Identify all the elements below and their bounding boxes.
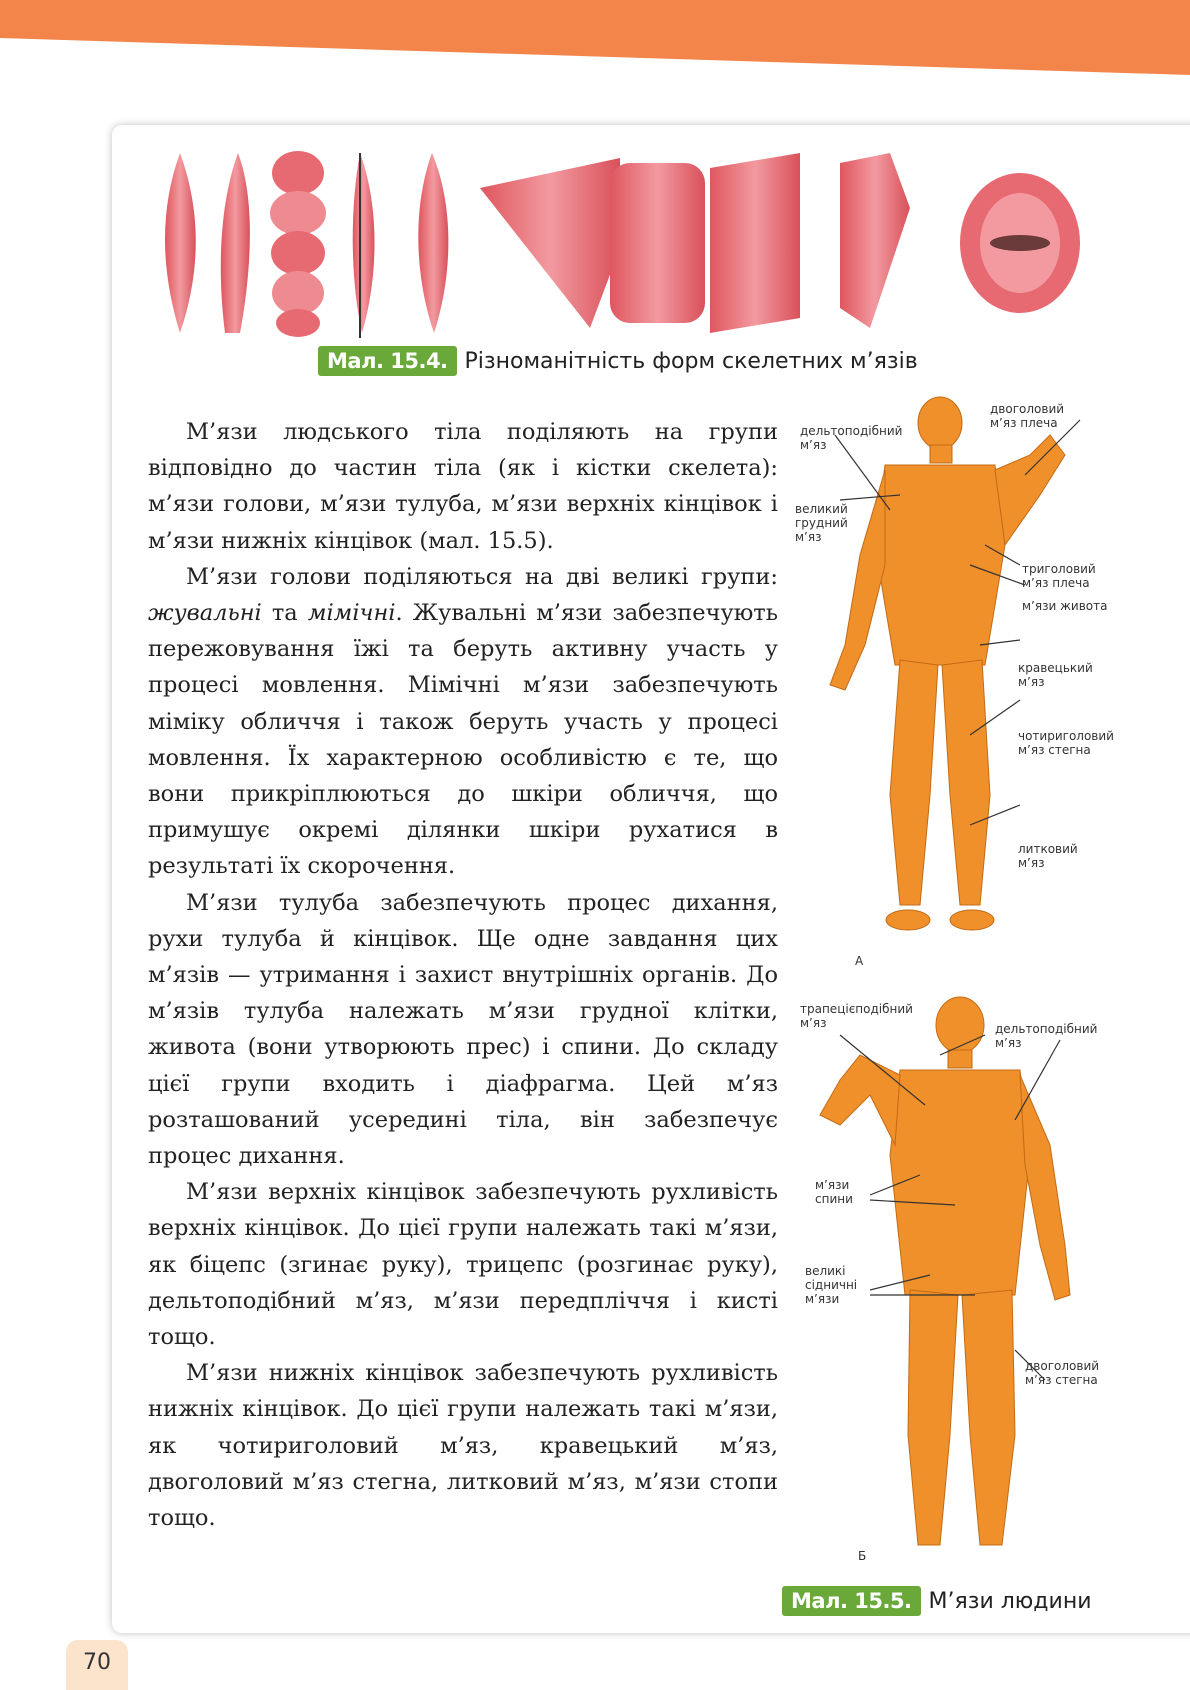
page-number: 70 [66,1640,128,1690]
svg-text:трапецієподібнийм’яз: трапецієподібний м’яз [800,1002,913,1030]
label-deltoid-front: дельтоподібний [800,424,903,438]
top-orange-band [0,0,1190,80]
multi-headed-muscle-shape [710,153,800,333]
serrated-muscle-shape [840,153,910,328]
figure-15-4-caption [318,346,918,376]
paragraph-upper-limb-muscles: М’язи верхніх кінцівок забезпечують рухливість верхніх кінцівок. До цієї групи належать такі м’язи, як біцепс (згинає руку), трицепс (розгинає руку), дельтоподібний м’яз, м’язи передпліччя і кисті тощо. [148,1179,778,1351]
view-label-front: А [855,954,864,968]
svg-text:дельтоподібнийм’яз: дельтоподібний м’яз [995,1022,1098,1050]
label-biceps-femoris: двоголовий [1025,1359,1100,1373]
fusiform-muscle-shape [165,153,196,333]
flat-muscle-shape [610,163,705,323]
label-trapezius: трапецієподібний [800,1002,913,1016]
view-label-back: Б [858,1549,867,1563]
label-biceps: двоголовий [990,402,1065,416]
term-chewing: жувальні [148,600,262,627]
unipennate-muscle-shape [353,153,375,333]
svg-text:великісідничнім’язи: великі сідничні м’язи [805,1264,858,1306]
svg-text:двоголовийм’яз плеча: двоголовий м’яз плеча [990,402,1065,430]
label-triceps: триголовий [1022,562,1096,576]
circular-muscle-shape [960,173,1080,313]
label-pectoral: великий [795,502,848,516]
label-back-muscles: м’язи [815,1178,850,1192]
back-muscle-figure [790,995,1160,1585]
bipennate-muscle-shape [418,153,448,333]
svg-text:двоголовийм’яз стегна: двоголовий м’яз стегна [1025,1359,1100,1387]
paragraph-trunk-muscles: М’язи тулуба забезпечують процес дихання, рухи тулуба й кінцівок. Ще одне завдання цих м’язів — утримання і захист внутрішніх органів. До м’язів тулуба належать м’язи грудної клітки, живота (вони утворюють прес) і спини. До складу цієї групи входить і діафрагма. Цей м’яз розташований усередині тіла, він забезпечує процес дихання. [148,889,778,1170]
figure-15-5-caption [782,1586,1092,1616]
label-abdominal: м’язи живота [1022,599,1108,613]
muscle-shapes-illustration [150,148,1110,338]
figure-15-4-label: Мал. 15.4. [318,346,457,376]
paragraph-muscle-groups: М’язи людського тіла поділяють на групи відповідно до частин тіла (як і кістки скелета): м’язи голови, м’язи тулуба, м’язи верхніх кінцівок і м’язи нижніх кінцівок (мал. 15.5). [148,419,778,554]
figure-15-4-title: Різноманітність форм скелетних м’язів [464,349,918,374]
paragraph-head-muscles: М’язи голови поділяються на дві великі групи: жувальні та мімічні. Жувальні м’язи забезпечують пережовування їжі та беруть активну участь у процесі мовлення. Мімічні м’язи забезпечують міміку обличчя і також беруть участь у процесі мовлення. Їх характерною особливістю є те, що вони прикріплюються до шкіри обличчя, що примушує окремі ділянки шкіри рухатися в результаті їх скорочення. [148,563,779,880]
svg-text:м’язиспини: м’язи спини [815,1178,853,1206]
paragraph-lower-limb-muscles: М’язи нижніх кінцівок забезпечують рухливість нижніх кінцівок. До цієї групи належать такі м’язи, як чотириголовий м’яз, кравецький м’яз, двоголовий м’яз стегна, литковий м’яз, м’язи стопи тощо. [148,1360,778,1532]
label-gluteal: великі [805,1264,846,1278]
label-sartorius: кравецький [1018,661,1093,675]
label-deltoid-back: дельтоподібний [995,1022,1098,1036]
figure-15-5-label: Мал. 15.5. [782,1586,921,1616]
label-calf: литковий [1018,842,1078,856]
segmented-muscle-shape [270,151,326,337]
body-text [148,414,778,1536]
svg-text:чотириголовийм’яз стегна: чотириголовий м’яз стегна [1018,729,1114,757]
two-headed-muscle-shape [221,153,250,333]
fan-muscle-shape [480,158,620,328]
figure-15-5-title: М’язи людини [928,1589,1092,1614]
svg-text:литковийм’яз: литковий м’яз [1018,842,1078,870]
label-quadriceps: чотириголовий [1018,729,1114,743]
svg-text:дельтоподібнийм’яз: дельтоподібний м’яз [800,424,903,452]
term-mimic: мімічні [307,600,396,627]
svg-text:великийгруднийм’яз: великий грудний м’яз [795,502,848,544]
front-muscle-figure [790,395,1160,985]
svg-text:кравецькийм’яз: кравецький м’яз [1018,661,1093,689]
svg-text:триголовийм’яз плеча: триголовий м’яз плеча [1022,562,1096,590]
